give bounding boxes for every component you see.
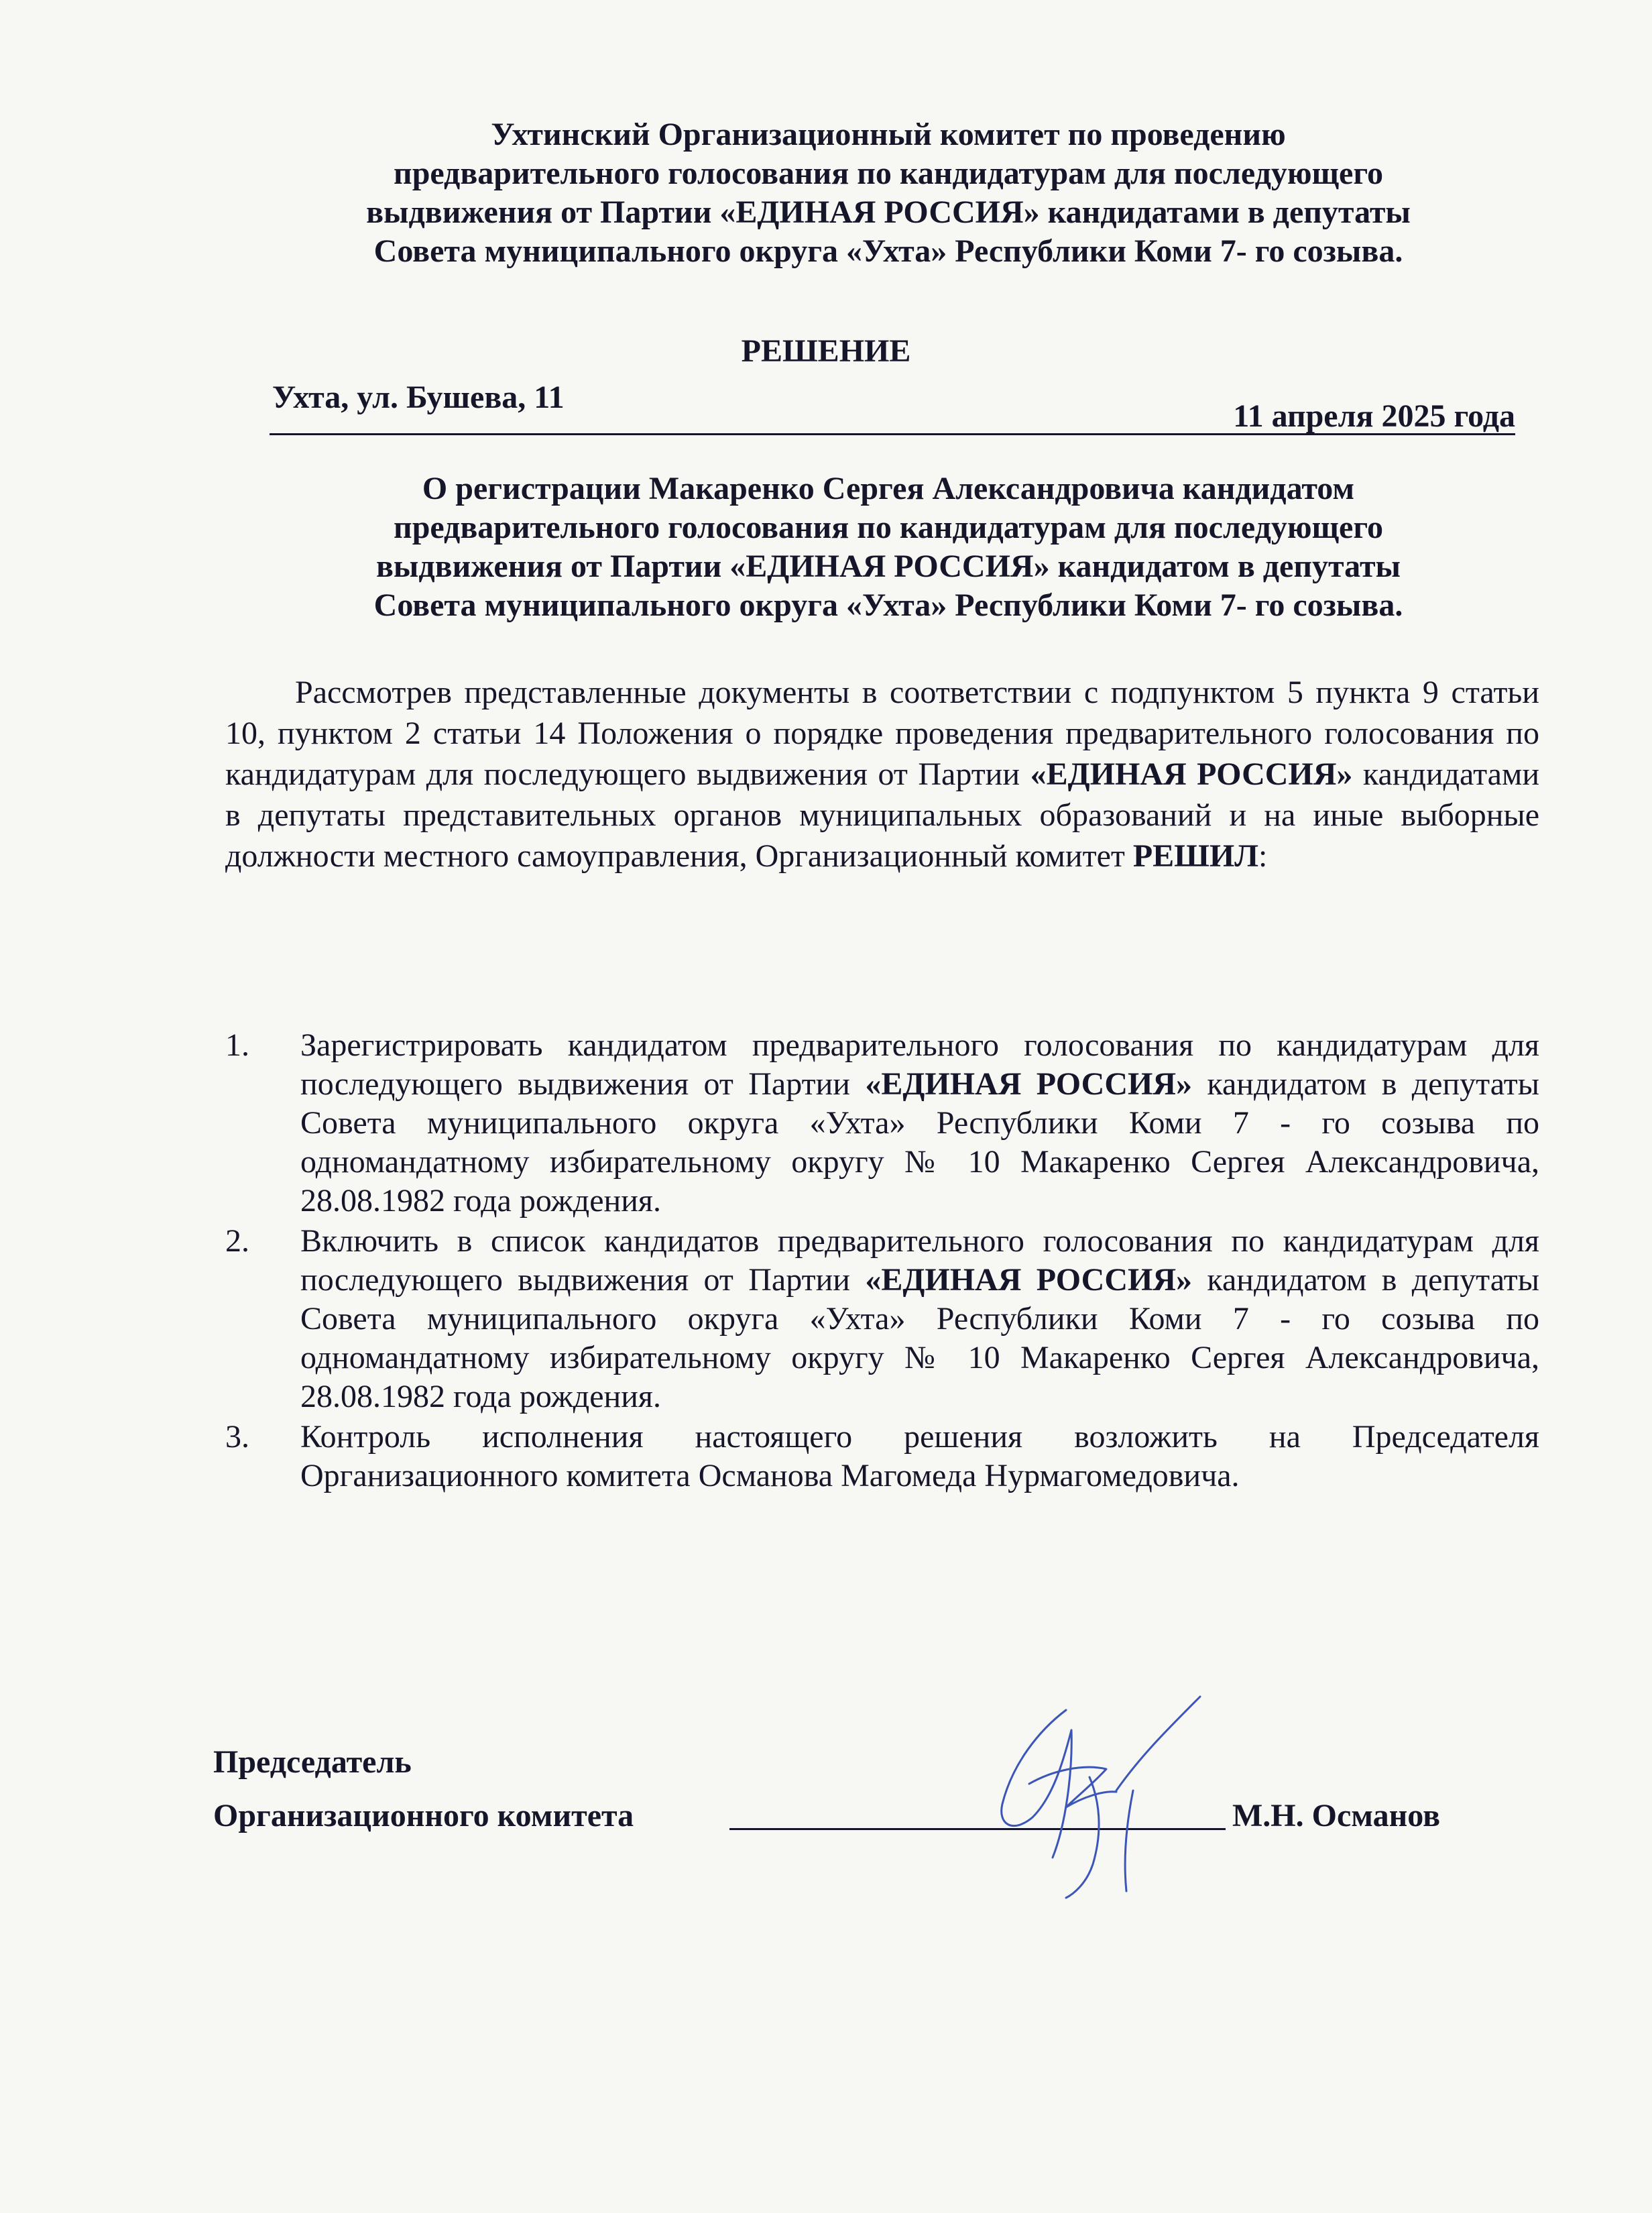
preamble-party-name: «ЕДИНАЯ РОССИЯ» [1030, 756, 1353, 792]
header-line-3: выдвижения от Партии «ЕДИНАЯ РОССИЯ» кандидатами в депутаты [366, 194, 1411, 230]
header-line-2: предварительного голосования по кандидатурам для последующего [394, 156, 1383, 191]
decision-text: Зарегистрировать кандидатом предварительного голосования по кандидатурам для последующего выдвижения от Партии [300, 1027, 1539, 1102]
signatory-title-line-1: Председатель [213, 1744, 412, 1780]
document-type-title: РЕШЕНИЕ [741, 333, 911, 369]
decision-text-cont: кандидатом в депутаты Совета муниципального округа «Ухта» Республики Коми 7 - го созыва по одномандатному избирательному округу № 10 Макаренко Сергея Александровича, 28.08.1982 года рождения. [300, 1262, 1540, 1414]
handwritten-signature [965, 1690, 1220, 1918]
decision-number: 2. [225, 1223, 249, 1259]
subject-line-2: предварительного голосования по кандидатурам для последующего [394, 510, 1383, 545]
decision-text: Включить в список кандидатов предварительного голосования по кандидатурам для последующего выдвижения от Партии [300, 1223, 1539, 1298]
preamble-colon: : [1258, 838, 1268, 874]
decision-text-cont: кандидатом в депутаты Совета муниципального округа «Ухта» Республики Коми 7 - го созыва по одномандатному избирательному округу № 10 Макаренко Сергея Александровича, 28.08.1982 года рождения. [300, 1066, 1540, 1218]
decision-number: 3. [225, 1419, 249, 1455]
decision-number: 1. [225, 1027, 249, 1063]
decision-item [225, 1222, 1539, 1416]
header-line-1: Ухтинский Организационный комитет по проведению [491, 117, 1286, 152]
decision-list [225, 1026, 1539, 1495]
decision-subject [221, 469, 1555, 625]
preamble-text-2: кандидатами в депутаты представительных органов муниципальных образований и на иные выборные должности местного самоуправления, Организационный комитет [225, 756, 1540, 874]
subject-line-1: О регистрации Макаренко Сергея Александровича кандидатом [422, 471, 1355, 506]
decision-text: Контроль исполнения настоящего решения возложить на Председателя Организационного комитета Османова Магомеда Нурмагомедовича. [300, 1419, 1539, 1493]
committee-header [221, 115, 1555, 271]
signatory-title-line-2: Организационного комитета [213, 1798, 634, 1833]
decision-party-name: «ЕДИНАЯ РОССИЯ» [865, 1066, 1193, 1102]
preamble-paragraph [225, 672, 1539, 876]
preamble-text-1: Рассмотрев представленные документы в соответствии с подпунктом 5 пункта 9 статьи 10, пунктом 2 статьи 14 Положения о порядке проведения предварительного голосования по кандидатурам для последующего выдвижения от Партии [225, 675, 1539, 792]
signatory-name: М.Н. Османов [1232, 1798, 1441, 1833]
document-date: 11 апреля 2025 года [1233, 398, 1515, 434]
signature-block [213, 1736, 1554, 1833]
subject-line-4: Совета муниципального округа «Ухта» Республики Коми 7- го созыва. [373, 587, 1403, 623]
subject-line-3: выдвижения от Партии «ЕДИНАЯ РОССИЯ» кандидатом в депутаты [375, 549, 1401, 584]
decision-party-name: «ЕДИНАЯ РОССИЯ» [865, 1262, 1193, 1298]
decision-item [225, 1026, 1539, 1221]
decision-item [225, 1418, 1539, 1495]
preamble-resolved: РЕШИЛ [1132, 838, 1258, 874]
document-place: Ухта, ул. Бушева, 11 [272, 380, 565, 415]
place-date-line [270, 377, 1515, 435]
header-line-4: Совета муниципального округа «Ухта» Республики Коми 7- го созыва. [373, 233, 1403, 269]
